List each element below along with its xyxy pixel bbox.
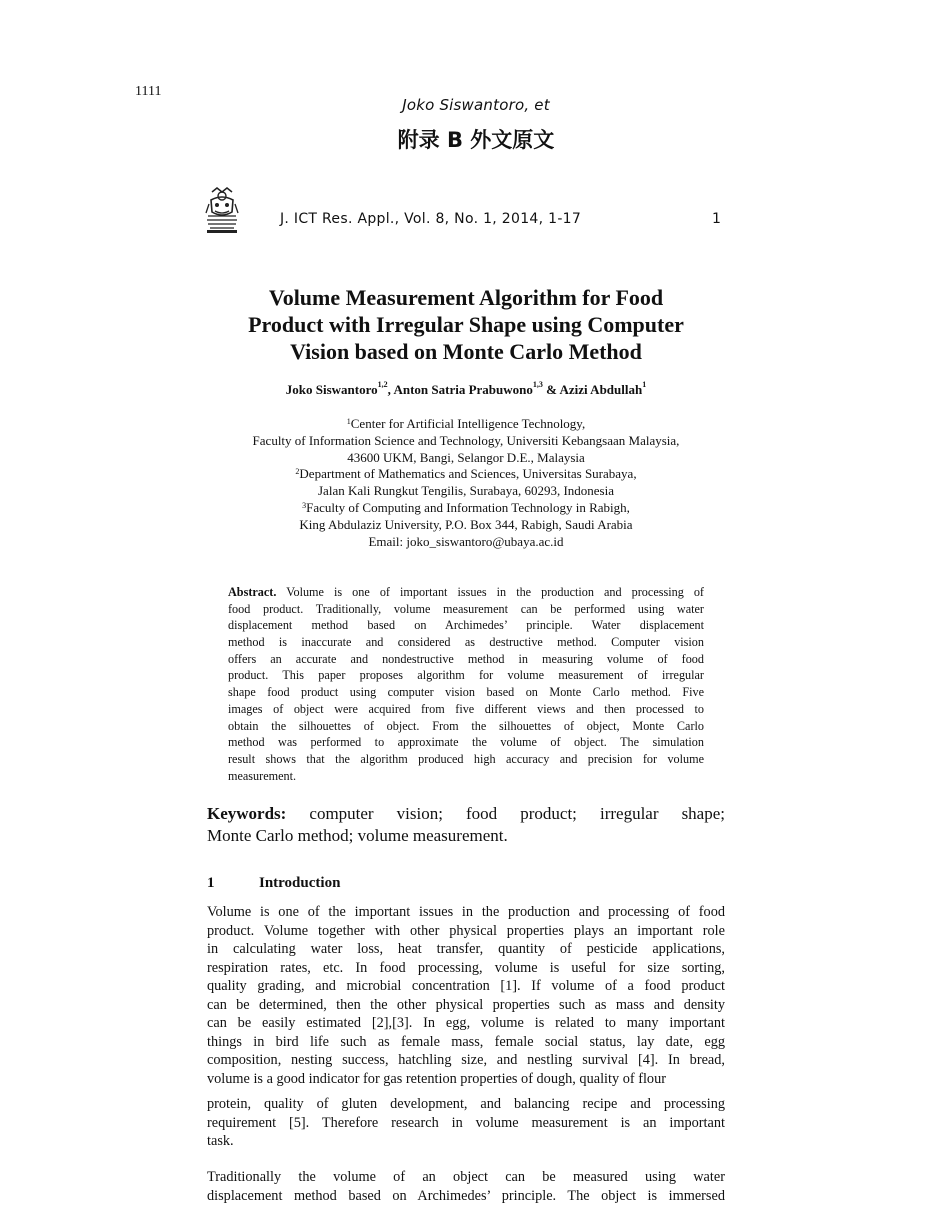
affiliation-text: Center for Artificial Intelligence Technology, [350,416,586,431]
contact-email [206,534,726,551]
abstract-text: Volume is one of important issues in the production and processing of [276,585,704,599]
body-line: displacement method based on Archimedes’ principle. The object is immersed [207,1187,725,1204]
title-line: Volume Measurement Algorithm for Food [268,285,664,310]
abstract-line: images of object were acquired from five different views and then processed to [228,701,704,716]
affiliation-line [206,517,726,534]
affiliation-line [206,450,726,467]
author-name: Azizi Abdullah [559,382,643,397]
title-line: Product with Irregular Shape using Computer [248,312,684,337]
affiliation-line [206,433,726,450]
affiliation-line [206,500,726,517]
abstract-label: Abstract. [228,585,277,599]
body-line: volume is a good indicator for gas retention properties of dough, quality of flour [207,1070,666,1087]
section-number: 1 [207,875,215,891]
abstract [228,584,704,784]
affiliation-marker: 3 [302,500,307,510]
body-line: in calculating water loss, heat transfer, quantity of pesticide applications, [207,941,725,957]
appendix-title: 附录 B 外文原文 [397,128,555,152]
author-affiliation-marker: 1,2 [377,380,388,389]
author-list [206,382,726,398]
body-line: can be easily estimated [2],[3]. In egg, volume is related to many important [207,1015,725,1031]
abstract-line: product. This paper proposes algorithm for volume measurement of irregular [228,668,704,683]
author-separator: , [387,382,394,397]
affiliation-text: King Abdulaziz University, P.O. Box 344, Rabigh, Saudi Arabia [299,516,633,532]
body-paragraph [207,1095,725,1151]
running-head: Joko Siswantoro, et [402,96,550,114]
keywords-line: Monte Carlo method; volume measurement. [207,826,508,845]
keywords-line [207,803,725,825]
body-line: respiration rates, etc. In food processing, volume is useful for size sorting, [207,959,725,976]
abstract-line: offers an accurate and nondestructive method in measuring volume of food [228,651,704,666]
affiliation-marker: 1 [346,417,351,426]
abstract-line: method is inaccurate and considered as destructive method. Computer vision [228,635,704,650]
journal-citation: J. ICT Res. Appl., Vol. 8, No. 1, 2014, 1-17 [280,211,582,227]
keywords-text: computer vision; food product; irregular shape; [286,804,725,823]
body-line: requirement [5]. Therefore research in volume measurement is an important [207,1114,725,1131]
affiliation-text: 43600 UKM, Bangi, Selangor D.E., Malaysia [347,449,585,465]
author-affiliation-marker: 1,3 [532,380,543,389]
journal-page-number: 1 [712,211,721,227]
title-line: Vision based on Monte Carlo Method [290,339,642,364]
body-line: product. Volume together with other physical properties plays an important role [207,922,725,939]
affiliation-text: Faculty of Computing and Information Technology in Rabigh, [306,499,630,515]
body-paragraph [207,1168,725,1205]
abstract-line: food product. Traditionally, volume measurement can be performed using water [228,601,704,616]
affiliation-line [206,466,726,483]
abstract-line: obtain the silhouettes of object. From the silhouettes of object, Monte Carlo [228,718,704,733]
journal-logo-icon [205,186,239,234]
body-line: quality grading, and microbial concentration [1]. If volume of a food product [207,978,725,994]
abstract-line [228,584,704,601]
body-line: things in bird life such as female mass, female social status, lay date, egg [207,1033,725,1050]
affiliations [206,416,726,550]
author-affiliation-marker: 1 [642,380,647,389]
body-line: Volume is one of the important issues in the production and processing of food [207,904,725,920]
paper-title [206,284,726,365]
abstract-line: method was performed to approximate the volume of object. The simulation [228,735,704,750]
body-paragraph [207,903,725,1088]
abstract-line: result shows that the algorithm produced high accuracy and precision for volume [228,751,704,766]
author-name: Joko Siswantoro [285,382,378,397]
body-line: Traditionally the volume of an object can be measured using water [207,1169,725,1185]
affiliation-line [206,483,726,500]
abstract-line: displacement method based on Archimedes’ principle. Water displacement [228,618,704,633]
section-heading [207,875,340,892]
abstract-line: measurement. [228,768,297,783]
affiliation-text: Jalan Kali Rungkut Tengilis, Surabaya, 60293, Indonesia [318,483,614,499]
author-name: Anton Satria Prabuwono [393,382,533,397]
body-line: task. [207,1133,234,1149]
affiliation-text: Department of Mathematics and Sciences, Universitas Surabaya, [299,466,637,482]
keywords-label: Keywords: [207,804,287,823]
affiliation-line [206,416,726,433]
affiliation-marker: 2 [295,467,300,477]
body-line: protein, quality of gluten development, and balancing recipe and processing [207,1096,725,1112]
body-line: composition, nesting success, hatchling size, and nestling survival [4]. In bread, [207,1052,725,1068]
keywords [207,803,725,847]
abstract-line: shape food product using computer vision based on Monte Carlo method. Five [228,685,704,700]
affiliation-text: Email: joko_siswantoro@ubaya.ac.id [368,533,564,549]
body-line: can be determined, then the other physical properties such as mass and density [207,996,725,1013]
author-separator: & [542,382,560,397]
section-title: Introduction [259,875,341,891]
page-number: 1111 [135,84,162,99]
affiliation-text: Faculty of Information Science and Technology, Universiti Kebangsaan Malaysia, [252,432,680,448]
